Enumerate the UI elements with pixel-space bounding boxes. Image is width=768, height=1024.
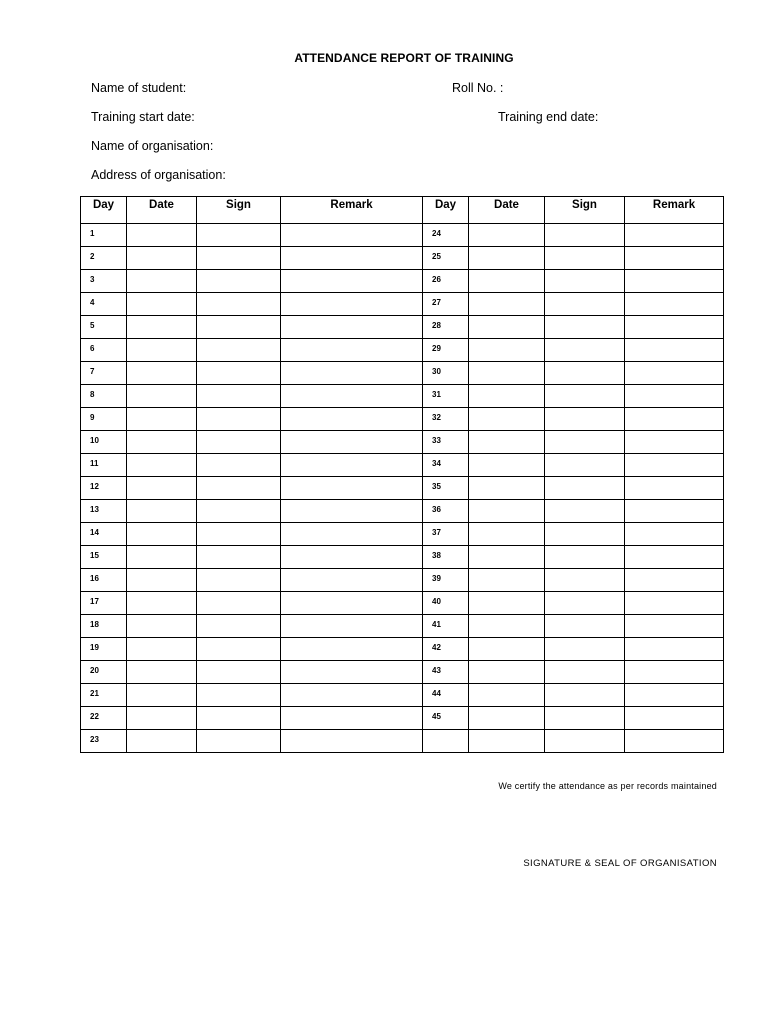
day-cell-right: 24 (423, 224, 469, 247)
date-cell-left[interactable] (127, 247, 197, 270)
date-cell-right[interactable] (469, 592, 545, 615)
sign-cell-right[interactable] (545, 523, 625, 546)
date-cell-left[interactable] (127, 730, 197, 753)
sign-cell-left[interactable] (197, 362, 281, 385)
day-cell-right: 42 (423, 638, 469, 661)
sign-cell-left[interactable] (197, 339, 281, 362)
day-cell-right: 45 (423, 707, 469, 730)
certify-statement: We certify the attendance as per records maintained (498, 781, 717, 791)
date-cell-right[interactable] (469, 707, 545, 730)
day-cell-left: 8 (81, 385, 127, 408)
remark-cell-right[interactable] (625, 661, 724, 684)
day-cell-left: 3 (81, 270, 127, 293)
sign-cell-left[interactable] (197, 592, 281, 615)
table-row (81, 477, 724, 500)
day-cell-right: 41 (423, 615, 469, 638)
day-cell-left: 11 (81, 454, 127, 477)
sign-cell-left[interactable] (197, 615, 281, 638)
date-cell-right[interactable] (469, 385, 545, 408)
table-row (81, 707, 724, 730)
sign-cell-left[interactable] (197, 661, 281, 684)
sign-cell-left[interactable] (197, 477, 281, 500)
sign-cell-left[interactable] (197, 707, 281, 730)
sign-cell-right[interactable] (545, 730, 625, 753)
date-cell-left[interactable] (127, 224, 197, 247)
remark-cell-left[interactable] (281, 684, 423, 707)
sign-cell-right[interactable] (545, 224, 625, 247)
sign-cell-right[interactable] (545, 316, 625, 339)
table-row (81, 615, 724, 638)
date-cell-left[interactable] (127, 546, 197, 569)
day-cell-left: 2 (81, 247, 127, 270)
training-end-date-label: Training end date: (498, 110, 599, 124)
day-cell-right: 43 (423, 661, 469, 684)
day-cell-left: 6 (81, 339, 127, 362)
day-cell-right: 27 (423, 293, 469, 316)
day-cell-right: 40 (423, 592, 469, 615)
remark-cell-left[interactable] (281, 500, 423, 523)
sign-cell-left[interactable] (197, 385, 281, 408)
remark-cell-right[interactable] (625, 431, 724, 454)
date-cell-right[interactable] (469, 247, 545, 270)
sign-cell-right[interactable] (545, 247, 625, 270)
sign-cell-left[interactable] (197, 730, 281, 753)
day-cell-right: 29 (423, 339, 469, 362)
day-cell-left: 9 (81, 408, 127, 431)
date-cell-right[interactable] (469, 615, 545, 638)
sign-cell-left[interactable] (197, 270, 281, 293)
table-row (81, 408, 724, 431)
date-cell-right[interactable] (469, 270, 545, 293)
date-cell-right[interactable] (469, 569, 545, 592)
sign-cell-right[interactable] (545, 684, 625, 707)
remark-cell-right[interactable] (625, 638, 724, 661)
date-cell-left[interactable] (127, 316, 197, 339)
remark-cell-right[interactable] (625, 316, 724, 339)
remark-cell-left[interactable] (281, 362, 423, 385)
sign-cell-left[interactable] (197, 408, 281, 431)
header-remark-right: Remark (625, 197, 724, 224)
sign-cell-right[interactable] (545, 477, 625, 500)
table-row (81, 224, 724, 247)
table-row (81, 339, 724, 362)
date-cell-left[interactable] (127, 477, 197, 500)
day-cell-right: 36 (423, 500, 469, 523)
header-sign-left: Sign (197, 197, 281, 224)
sign-cell-right[interactable] (545, 385, 625, 408)
remark-cell-left[interactable] (281, 316, 423, 339)
remark-cell-right[interactable] (625, 523, 724, 546)
date-cell-left[interactable] (127, 454, 197, 477)
table-header-row (81, 197, 724, 224)
sign-cell-right[interactable] (545, 546, 625, 569)
table-row (81, 270, 724, 293)
sign-cell-right[interactable] (545, 408, 625, 431)
remark-cell-right[interactable] (625, 339, 724, 362)
remark-cell-left[interactable] (281, 638, 423, 661)
sign-cell-right[interactable] (545, 454, 625, 477)
remark-cell-right[interactable] (625, 293, 724, 316)
date-cell-right[interactable] (469, 408, 545, 431)
remark-cell-left[interactable] (281, 707, 423, 730)
sign-cell-right[interactable] (545, 592, 625, 615)
remark-cell-left[interactable] (281, 293, 423, 316)
remark-cell-left[interactable] (281, 523, 423, 546)
attendance-table (80, 196, 724, 753)
table-row (81, 661, 724, 684)
date-cell-right[interactable] (469, 339, 545, 362)
date-cell-left[interactable] (127, 638, 197, 661)
remark-cell-left[interactable] (281, 615, 423, 638)
sign-cell-left[interactable] (197, 638, 281, 661)
day-cell-left: 16 (81, 569, 127, 592)
remark-cell-left[interactable] (281, 454, 423, 477)
date-cell-left[interactable] (127, 385, 197, 408)
day-cell-right: 26 (423, 270, 469, 293)
remark-cell-right[interactable] (625, 707, 724, 730)
table-row (81, 546, 724, 569)
sign-cell-right[interactable] (545, 270, 625, 293)
remark-cell-left[interactable] (281, 431, 423, 454)
day-cell-right: 34 (423, 454, 469, 477)
sign-cell-left[interactable] (197, 431, 281, 454)
day-cell-right: 31 (423, 385, 469, 408)
sign-cell-right[interactable] (545, 615, 625, 638)
day-cell-left: 14 (81, 523, 127, 546)
day-cell-left: 19 (81, 638, 127, 661)
remark-cell-right[interactable] (625, 408, 724, 431)
header-date-left: Date (127, 197, 197, 224)
sign-cell-left[interactable] (197, 293, 281, 316)
date-cell-right[interactable] (469, 730, 545, 753)
table-row (81, 247, 724, 270)
date-cell-left[interactable] (127, 707, 197, 730)
date-cell-right[interactable] (469, 661, 545, 684)
sign-cell-left[interactable] (197, 224, 281, 247)
date-cell-left[interactable] (127, 293, 197, 316)
day-cell-left: 18 (81, 615, 127, 638)
date-cell-right[interactable] (469, 293, 545, 316)
header-remark-left: Remark (281, 197, 423, 224)
sign-cell-right[interactable] (545, 661, 625, 684)
remark-cell-left[interactable] (281, 247, 423, 270)
remark-cell-right[interactable] (625, 592, 724, 615)
remark-cell-right[interactable] (625, 546, 724, 569)
day-cell-right: 33 (423, 431, 469, 454)
sign-cell-left[interactable] (197, 569, 281, 592)
sign-cell-left[interactable] (197, 247, 281, 270)
date-cell-left[interactable] (127, 569, 197, 592)
date-cell-left[interactable] (127, 362, 197, 385)
header-date-right: Date (469, 197, 545, 224)
day-cell-right: 37 (423, 523, 469, 546)
sign-cell-left[interactable] (197, 500, 281, 523)
remark-cell-left[interactable] (281, 546, 423, 569)
day-cell-left: 15 (81, 546, 127, 569)
header-sign-right: Sign (545, 197, 625, 224)
date-cell-right[interactable] (469, 477, 545, 500)
date-cell-right[interactable] (469, 316, 545, 339)
name-of-student-label: Name of student: (91, 81, 187, 95)
remark-cell-left[interactable] (281, 385, 423, 408)
remark-cell-left[interactable] (281, 224, 423, 247)
remark-cell-right[interactable] (625, 615, 724, 638)
sign-cell-right[interactable] (545, 569, 625, 592)
remark-cell-right[interactable] (625, 684, 724, 707)
date-cell-left[interactable] (127, 615, 197, 638)
date-cell-left[interactable] (127, 339, 197, 362)
header-day-left: Day (81, 197, 127, 224)
sign-cell-left[interactable] (197, 454, 281, 477)
day-cell-right: 39 (423, 569, 469, 592)
table-row (81, 500, 724, 523)
remark-cell-right[interactable] (625, 454, 724, 477)
remark-cell-right[interactable] (625, 385, 724, 408)
table-row (81, 569, 724, 592)
day-cell-left: 1 (81, 224, 127, 247)
table-row (81, 523, 724, 546)
date-cell-right[interactable] (469, 224, 545, 247)
sign-cell-left[interactable] (197, 316, 281, 339)
remark-cell-left[interactable] (281, 477, 423, 500)
sign-cell-left[interactable] (197, 684, 281, 707)
signature-seal-label: SIGNATURE & SEAL OF ORGANISATION (523, 858, 717, 869)
table-row (81, 638, 724, 661)
day-cell-left: 5 (81, 316, 127, 339)
date-cell-left[interactable] (127, 500, 197, 523)
remark-cell-left[interactable] (281, 730, 423, 753)
remark-cell-right[interactable] (625, 224, 724, 247)
date-cell-left[interactable] (127, 431, 197, 454)
remark-cell-right[interactable] (625, 362, 724, 385)
table-row (81, 293, 724, 316)
date-cell-left[interactable] (127, 661, 197, 684)
day-cell-right (423, 730, 469, 753)
sign-cell-right[interactable] (545, 431, 625, 454)
table-row (81, 592, 724, 615)
table-row (81, 454, 724, 477)
table-row (81, 316, 724, 339)
day-cell-left: 12 (81, 477, 127, 500)
address-of-organisation-label: Address of organisation: (91, 168, 226, 182)
day-cell-right: 44 (423, 684, 469, 707)
table-row (81, 730, 724, 753)
sign-cell-right[interactable] (545, 500, 625, 523)
date-cell-right[interactable] (469, 362, 545, 385)
sign-cell-right[interactable] (545, 707, 625, 730)
table-row (81, 684, 724, 707)
remark-cell-right[interactable] (625, 477, 724, 500)
table-row (81, 385, 724, 408)
roll-no-label: Roll No. : (452, 81, 504, 95)
remark-cell-right[interactable] (625, 500, 724, 523)
day-cell-right: 32 (423, 408, 469, 431)
remark-cell-right[interactable] (625, 569, 724, 592)
date-cell-right[interactable] (469, 684, 545, 707)
date-cell-left[interactable] (127, 592, 197, 615)
day-cell-right: 35 (423, 477, 469, 500)
sign-cell-right[interactable] (545, 339, 625, 362)
date-cell-left[interactable] (127, 684, 197, 707)
remark-cell-left[interactable] (281, 408, 423, 431)
day-cell-left: 13 (81, 500, 127, 523)
day-cell-right: 38 (423, 546, 469, 569)
date-cell-right[interactable] (469, 546, 545, 569)
remark-cell-left[interactable] (281, 569, 423, 592)
date-cell-right[interactable] (469, 638, 545, 661)
date-cell-right[interactable] (469, 523, 545, 546)
sign-cell-right[interactable] (545, 362, 625, 385)
remark-cell-left[interactable] (281, 270, 423, 293)
table-row (81, 362, 724, 385)
day-cell-left: 23 (81, 730, 127, 753)
form-title: ATTENDANCE REPORT OF TRAINING (294, 51, 514, 65)
remark-cell-left[interactable] (281, 661, 423, 684)
remark-cell-right[interactable] (625, 270, 724, 293)
remark-cell-right[interactable] (625, 247, 724, 270)
day-cell-right: 28 (423, 316, 469, 339)
date-cell-left[interactable] (127, 270, 197, 293)
remark-cell-left[interactable] (281, 339, 423, 362)
sign-cell-left[interactable] (197, 523, 281, 546)
day-cell-left: 4 (81, 293, 127, 316)
date-cell-left[interactable] (127, 408, 197, 431)
day-cell-left: 10 (81, 431, 127, 454)
remark-cell-left[interactable] (281, 592, 423, 615)
attendance-table-body (81, 224, 724, 753)
date-cell-left[interactable] (127, 523, 197, 546)
sign-cell-left[interactable] (197, 546, 281, 569)
sign-cell-right[interactable] (545, 638, 625, 661)
date-cell-right[interactable] (469, 431, 545, 454)
day-cell-right: 30 (423, 362, 469, 385)
training-start-date-label: Training start date: (91, 110, 195, 124)
name-of-organisation-label: Name of organisation: (91, 139, 214, 153)
date-cell-right[interactable] (469, 500, 545, 523)
sign-cell-right[interactable] (545, 293, 625, 316)
day-cell-left: 17 (81, 592, 127, 615)
day-cell-left: 7 (81, 362, 127, 385)
table-row (81, 431, 724, 454)
day-cell-right: 25 (423, 247, 469, 270)
date-cell-right[interactable] (469, 454, 545, 477)
remark-cell-right[interactable] (625, 730, 724, 753)
day-cell-left: 20 (81, 661, 127, 684)
day-cell-left: 22 (81, 707, 127, 730)
day-cell-left: 21 (81, 684, 127, 707)
header-day-right: Day (423, 197, 469, 224)
